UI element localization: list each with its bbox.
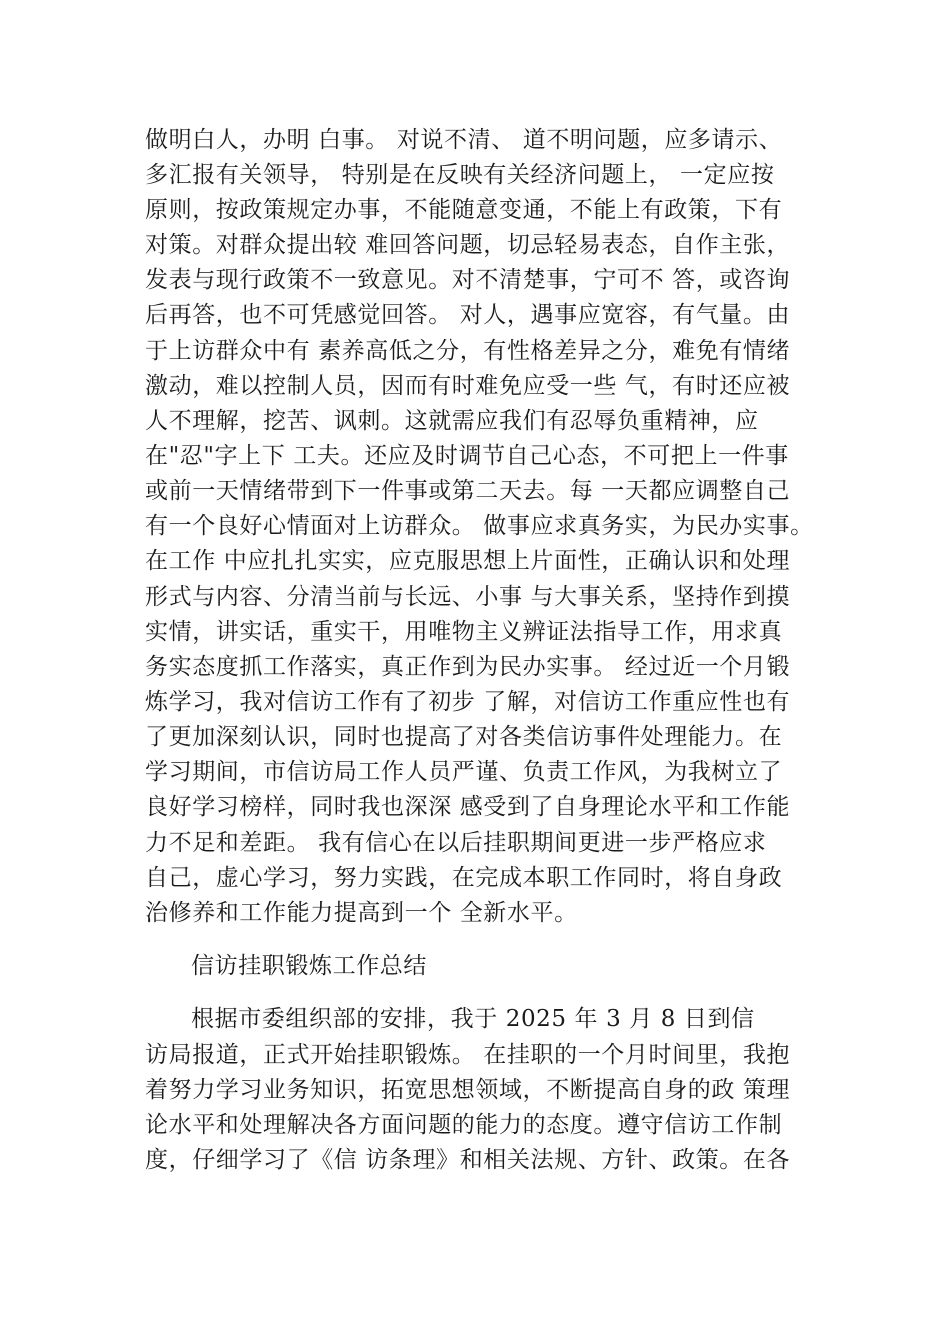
body-text-line: 发表与现行政策不一致意见。对不清楚事，宁可不 答，或咨询 — [145, 267, 791, 293]
section-title: 信访挂职锻炼工作总结 — [191, 953, 427, 979]
body-text-line: 自己，虚心学习，努力实践，在完成本职工作同时，将自身政 — [145, 865, 783, 891]
body-text-line: 根据市委组织部的安排，我于 2025 年 3 月 8 日到信 — [191, 1006, 755, 1032]
body-text-line: 人不理解，挖苦、讽刺。这就需应我们有忍辱负重精神，应 — [145, 408, 759, 434]
body-text-line: 多汇报有关领导， 特别是在反映有关经济问题上， 一定应按 — [145, 162, 775, 188]
body-text-line: 有一个良好心情面对上访群众。 做事应求真务实，为民办实事。 — [145, 513, 814, 539]
body-text-line: 着努力学习业务知识，拓宽思想领域，不断提高自身的政 策理 — [145, 1077, 791, 1103]
body-text-line: 于上访群众中有 素养高低之分，有性格差异之分，难免有情绪 — [145, 338, 791, 364]
body-text-line: 访局报道，正式开始挂职锻炼。 在挂职的一个月时间里，我抱 — [145, 1042, 791, 1068]
body-text-line: 力不足和差距。 我有信心在以后挂职期间更进一步严格应求 — [145, 830, 767, 856]
body-text-line: 炼学习，我对信访工作有了初步 了解，对信访工作重应性也有 — [145, 689, 791, 715]
body-text-line: 实情，讲实话，重实干，用唯物主义辨证法指导工作，用求真 — [145, 619, 783, 645]
body-text-line: 论水平和处理解决各方面问题的能力的态度。遵守信访工作制 — [145, 1112, 783, 1138]
body-text-line: 务实态度抓工作落实，真正作到为民办实事。 经过近一个月锻 — [145, 654, 791, 680]
body-text-line: 激动，难以控制人员，因而有时难免应受一些 气，有时还应被 — [145, 373, 791, 399]
body-text-line: 良好学习榜样，同时我也深深 感受到了自身理论水平和工作能 — [145, 794, 791, 820]
body-text-line: 原则，按政策规定办事，不能随意变通，不能上有政策，下有 — [145, 197, 783, 223]
body-text-line: 在"忍"字上下 工夫。还应及时调节自己心态，不可把上一件事 — [145, 443, 789, 469]
body-text-line: 做明白人，办明 白事。 对说不清、 道不明问题，应多请示、 — [145, 127, 783, 153]
body-text-line: 了更加深刻认识，同时也提高了对各类信访事件处理能力。在 — [145, 724, 783, 750]
body-text-line: 在工作 中应扎扎实实，应克服思想上片面性，正确认识和处理 — [145, 548, 791, 574]
body-text-line: 对策。对群众提出较 难回答问题，切忌轻易表态，自作主张， — [145, 232, 791, 258]
body-text-line: 度，仔细学习了《信 访条理》和相关法规、方针、政策。在各 — [145, 1147, 791, 1173]
body-text-line: 后再答，也不可凭感觉回答。 对人，遇事应宽容，有气量。由 — [145, 302, 791, 328]
body-text-line: 或前一天情绪带到下一件事或第二天去。每 一天都应调整自己 — [145, 478, 791, 504]
body-text-line: 形式与内容、分清当前与长远、小事 与大事关系，坚持作到摸 — [145, 584, 791, 610]
body-text-line: 学习期间，市信访局工作人员严谨、负责工作风，为我树立了 — [145, 759, 783, 785]
body-text-line: 治修养和工作能力提高到一个 全新水平。 — [145, 900, 578, 926]
